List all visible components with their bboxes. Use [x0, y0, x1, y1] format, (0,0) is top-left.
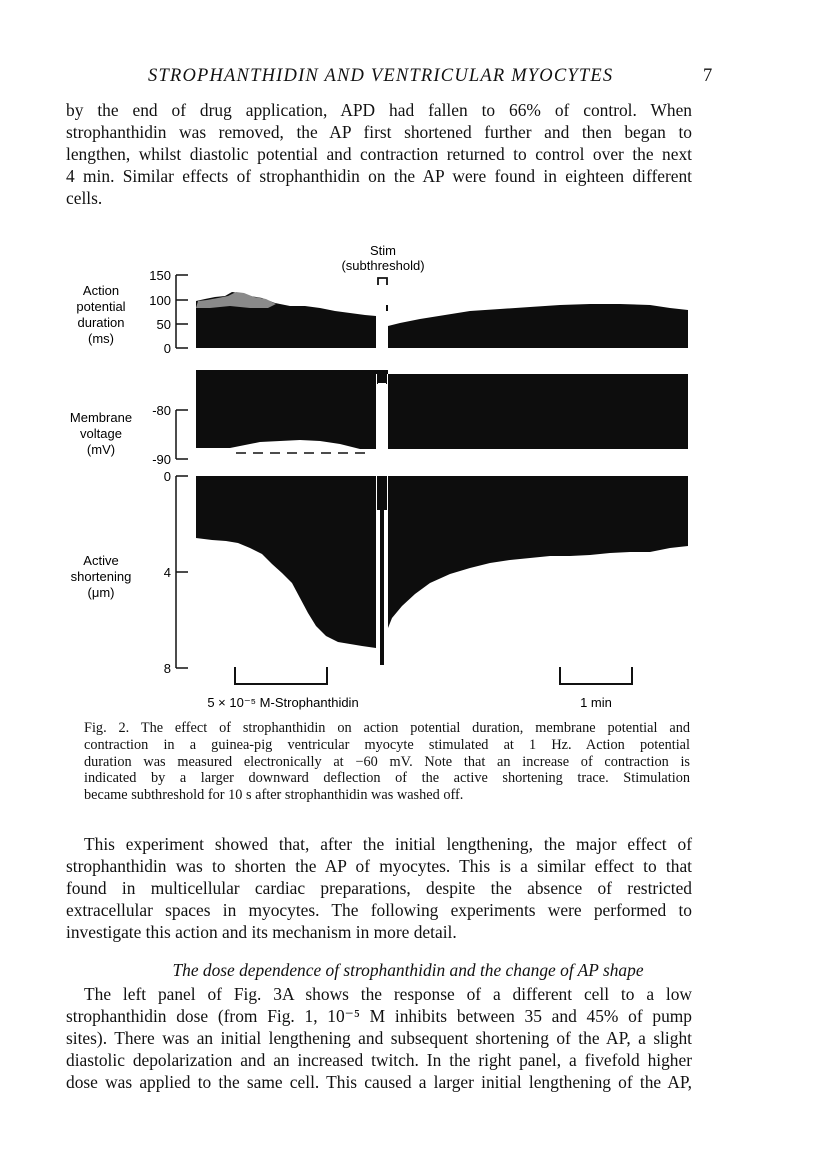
axis-title-line: voltage — [80, 426, 122, 441]
axis-title-line: (μm) — [87, 585, 115, 600]
axis-title-line: Membrane — [69, 410, 133, 425]
time-scale-label: 1 min — [580, 695, 612, 710]
caption-line: Fig. 2. The effect of strophanthidin on action potential duration, membrane potential and — [84, 720, 690, 736]
stim-marker — [378, 278, 387, 285]
tick-label: 0 — [163, 469, 171, 484]
text-line: extracellular spaces in myocytes. The following experiments were performed to — [66, 900, 692, 920]
text-line: 4 min. Similar effects of strophanthidin on the AP were found in eighteen different — [66, 166, 692, 186]
voltage-axis — [176, 410, 188, 459]
axis-title-line: potential — [76, 299, 126, 314]
shortening-stim-artifact — [380, 510, 384, 665]
voltage-trace — [388, 374, 688, 449]
caption-line: contraction in a guinea-pig ventricular myocyte stimulated at 1 Hz. Action potential — [84, 736, 690, 753]
stim-sublabel: (subthreshold) — [341, 258, 425, 273]
running-header — [0, 66, 816, 90]
paragraph-experiment-summary — [66, 833, 692, 943]
text-line: strophanthidin dose (from Fig. 1, 10⁻⁵ M inhibits between 35 and 45% of pump — [66, 1006, 692, 1026]
voltage-ticks — [152, 403, 171, 467]
apd-stim-artifact — [386, 305, 388, 311]
tick-label: 4 — [163, 565, 171, 580]
text-line: The left panel of Fig. 3A shows the response of a different cell to a low — [84, 984, 692, 1004]
stim-label: Stim — [370, 243, 396, 258]
shortening-trace-bridge — [377, 476, 387, 510]
axis-title-line: (ms) — [88, 331, 114, 346]
tick-label: 50 — [156, 317, 171, 332]
shortening-axis-title — [71, 553, 132, 600]
paragraph-dose-dependence — [66, 983, 692, 1093]
apd-trace — [388, 304, 688, 348]
axis-title-line: Action — [82, 283, 120, 298]
tick-label: -80 — [152, 403, 171, 418]
voltage-stim-artifact — [377, 373, 387, 384]
shortening-trace — [388, 476, 688, 628]
axis-title-line: (mV) — [86, 442, 116, 457]
apd-ticks — [149, 268, 171, 356]
tick-label: 0 — [163, 341, 171, 356]
figure-caption — [84, 720, 690, 804]
drug-application-bar — [235, 667, 327, 684]
voltage-stim-gap — [378, 383, 386, 388]
time-scale-bar — [560, 667, 632, 684]
paragraph-apd-result — [66, 99, 692, 209]
axis-title-line: Active — [83, 553, 119, 568]
voltage-trace — [196, 370, 376, 449]
apd-trace-peak — [196, 292, 276, 308]
drug-label: 5 × 10⁻⁵ M-Strophanthidin — [207, 695, 359, 710]
figure-2-traces — [0, 238, 816, 718]
text-line: lengthen, whilst diastolic potential and contraction returned to control over the next — [66, 144, 692, 164]
text-line: dose was applied to the same cell. This caused a larger initial lengthening of the AP, — [66, 1072, 692, 1092]
text-line: strophanthidin was to shorten the AP of myocytes. This is a similar effect to that — [66, 856, 692, 876]
figure-2 — [0, 238, 816, 718]
text-line: diastolic depolarization and an increased twitch. In the right panel, a fivefold higher — [66, 1050, 692, 1070]
axis-title-line: duration — [77, 315, 125, 330]
caption-line: duration was measured electronically at −60 mV. Note that an increase of contraction is — [84, 753, 690, 770]
caption-line: became subthreshold for 10 s after strophanthidin was washed off. — [84, 787, 464, 804]
shortening-axis — [176, 476, 188, 668]
tick-label: 100 — [149, 293, 171, 308]
section-heading: The dose dependence of strophanthidin and the change of AP shape — [172, 960, 644, 980]
voltage-axis-title — [70, 410, 132, 457]
tick-label: -90 — [152, 452, 171, 467]
shortening-trace — [196, 476, 376, 648]
page-number: 7 — [703, 66, 713, 86]
text-line: This experiment showed that, after the initial lengthening, the major effect of — [84, 834, 692, 854]
tick-label: 150 — [149, 268, 171, 283]
axis-title-line: shortening — [70, 569, 132, 584]
text-line: by the end of drug application, APD had fallen to 66% of control. When — [66, 100, 692, 120]
caption-line: indicated by a larger downward deflection of the active shortening trace. Stimulation — [84, 770, 690, 787]
text-line: sites). There was an initial lengthening and subsequent shortening of the AP, a slight — [66, 1028, 692, 1048]
text-line: strophanthidin was removed, the AP first shortened further and then began to — [66, 122, 692, 142]
text-line: cells. — [66, 188, 103, 208]
running-title: STROPHANTHIDIN AND VENTRICULAR MYOCYTES — [148, 66, 614, 86]
shortening-ticks — [164, 469, 171, 676]
apd-axis — [176, 275, 188, 348]
text-line: investigate this action and its mechanism in more detail. — [66, 922, 457, 942]
apd-axis-title — [76, 283, 125, 346]
tick-label: 8 — [163, 661, 171, 676]
text-line: found in multicellular cardiac preparations, despite the absence of restricted — [66, 878, 692, 898]
